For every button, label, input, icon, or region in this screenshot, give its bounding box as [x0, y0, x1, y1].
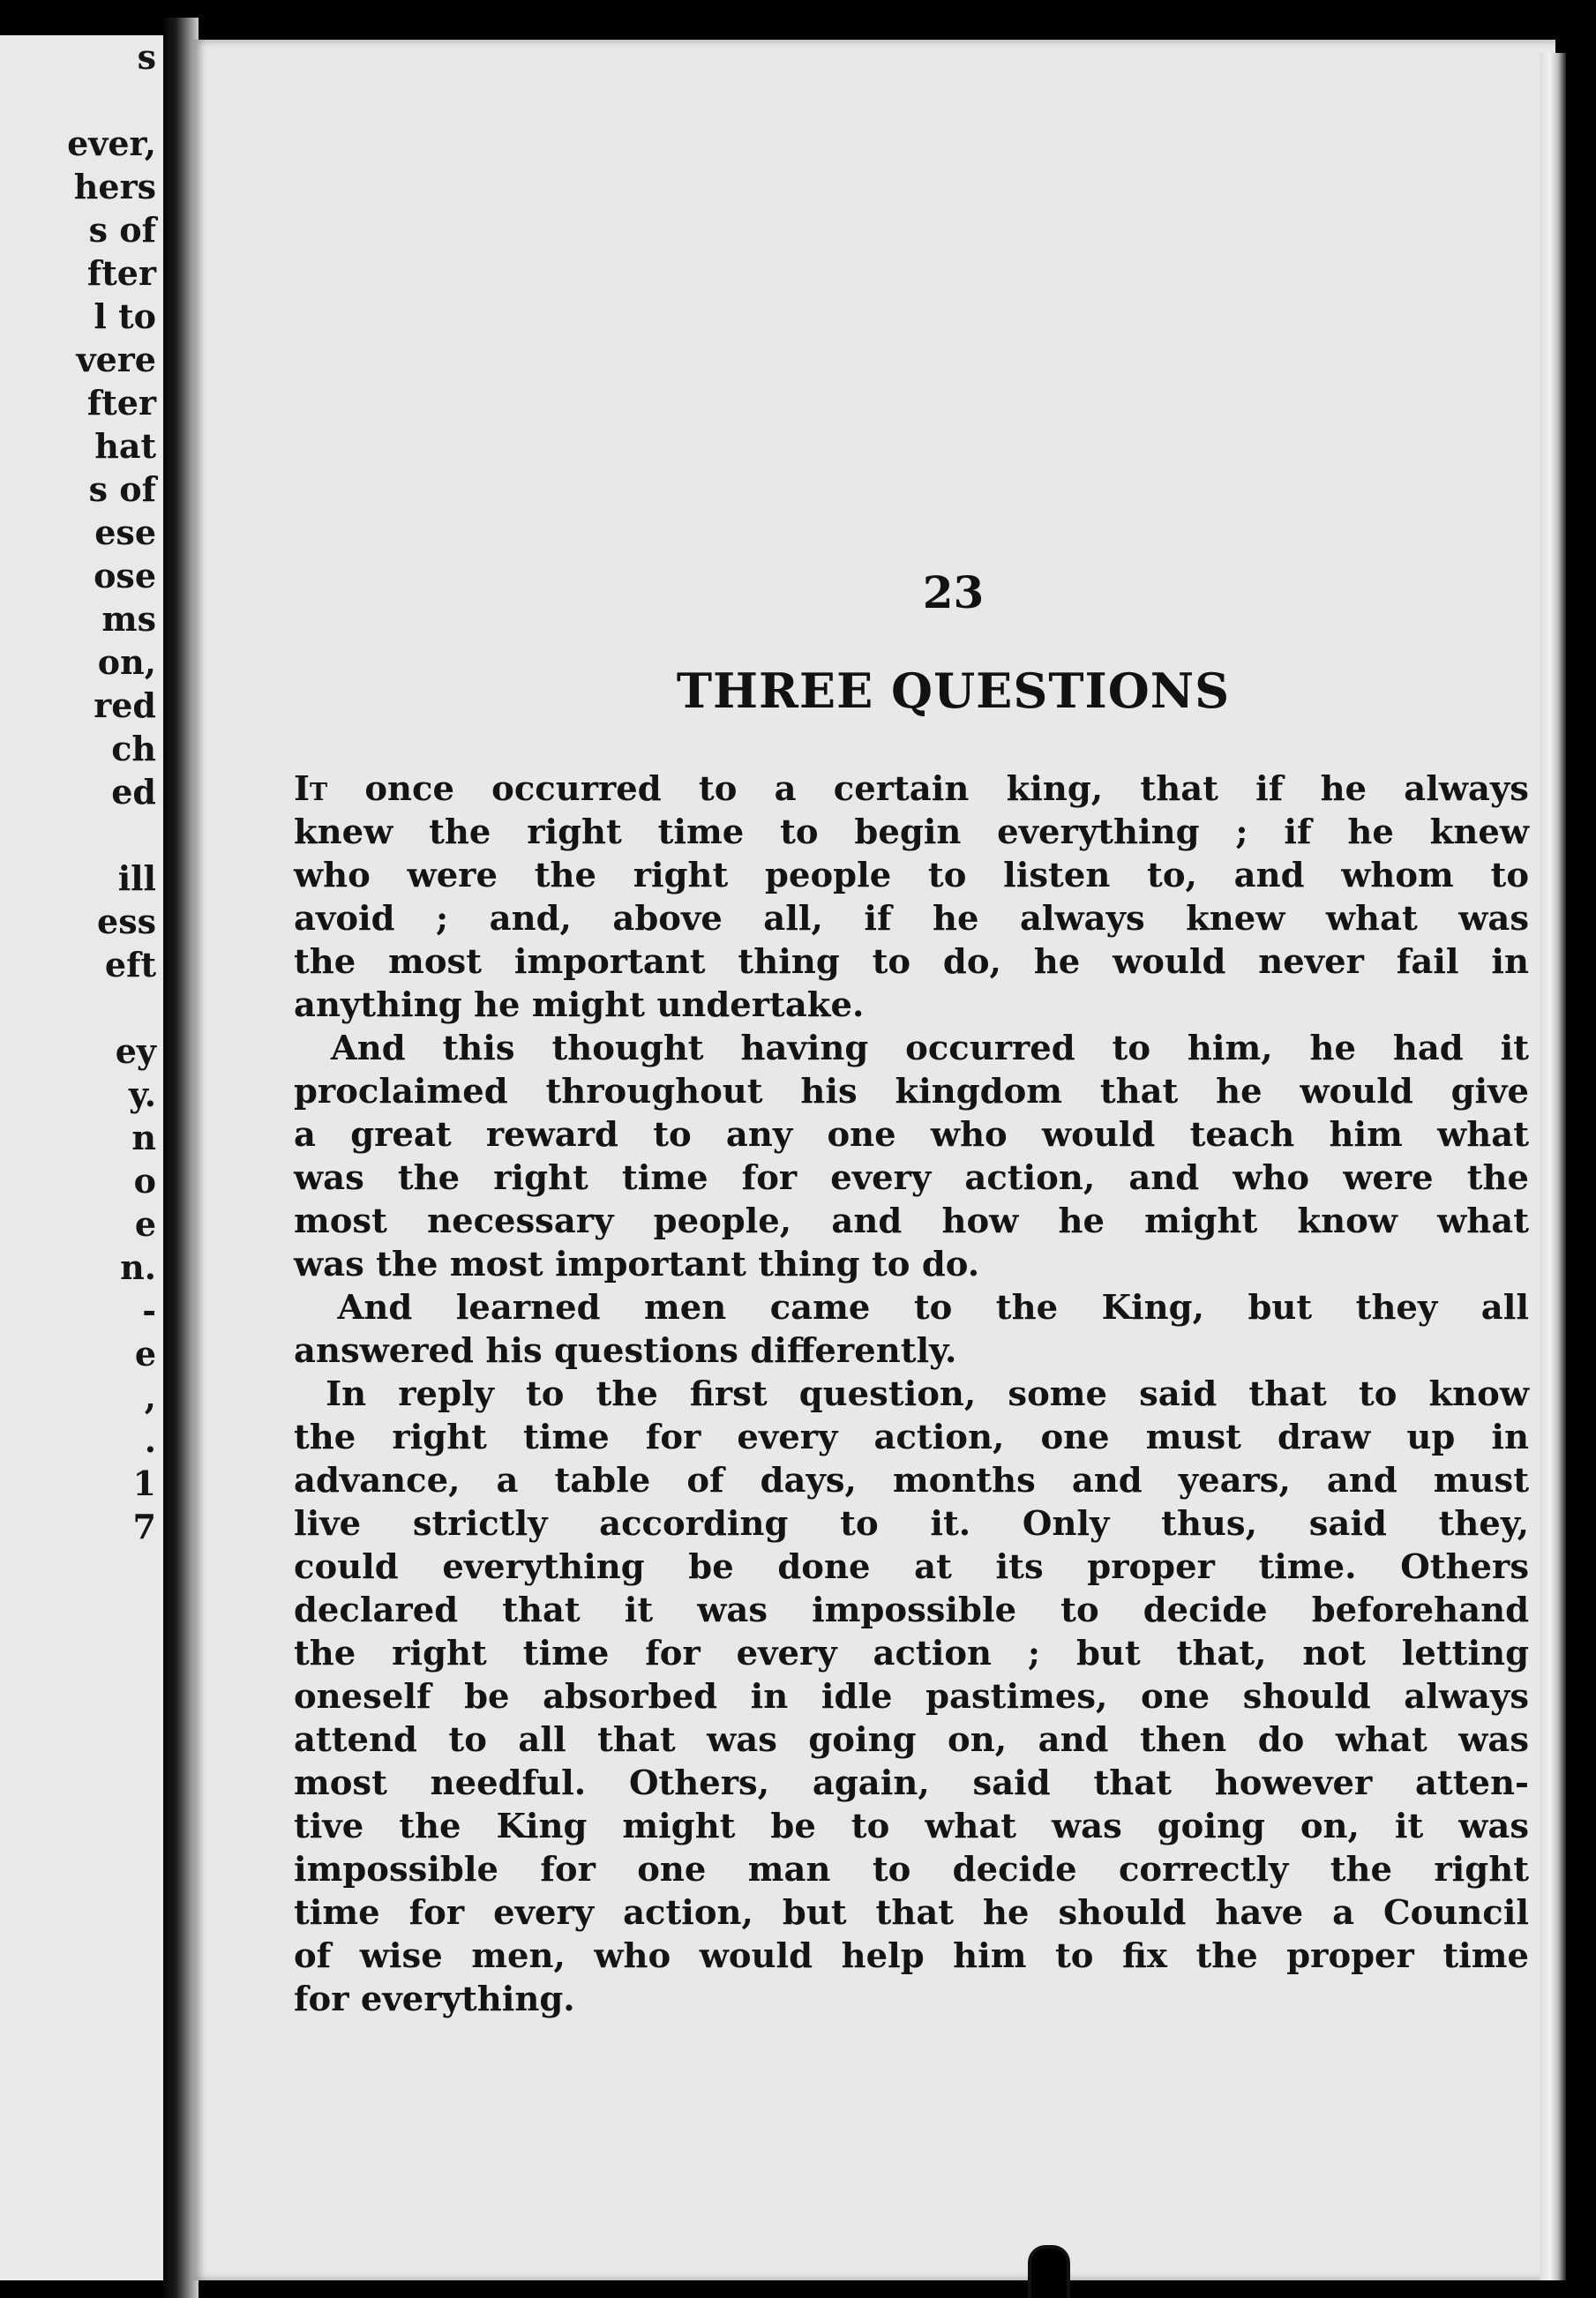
text-line-content: of wise men, who would help him to fix the proper time [294, 1936, 1529, 1976]
chapter-title: THREE QUESTIONS [676, 662, 1231, 719]
facing-page-line: e [134, 1334, 156, 1374]
text-line-content: most necessary people, and how he might know what [294, 1201, 1529, 1241]
text-line [294, 1027, 1529, 1070]
text-line-content: advance, a table of days, months and years, and must [294, 1461, 1529, 1501]
text-line-content: proclaimed throughout his kingdom that he would give [294, 1072, 1529, 1112]
facing-page-fragment [0, 35, 163, 2280]
text-line [294, 1805, 1529, 1848]
text-line-content: attend to all that was going on, and then do what was [294, 1720, 1529, 1760]
facing-page-line: s of [88, 210, 156, 250]
text-line-content: most needful. Others, again, said that however atten- [294, 1763, 1529, 1803]
facing-page-line: ever, [67, 124, 156, 163]
text-line [294, 1762, 1529, 1805]
text-line-content: live strictly according to it. Only thus, said they, [294, 1504, 1529, 1544]
facing-page-line: vere [76, 340, 156, 379]
facing-page-line: ese [94, 513, 156, 552]
text-line-content: a great reward to any one who would teach him what [294, 1115, 1529, 1155]
facing-page-line: e [134, 1204, 156, 1244]
text-line-content: could everything be done at its proper time. Others [294, 1547, 1529, 1587]
facing-page-line: eft [104, 945, 156, 984]
text-line [294, 1718, 1529, 1762]
page-number: 23 [922, 566, 985, 618]
clip-mark [1028, 2245, 1070, 2298]
facing-page-line: ch [111, 729, 156, 768]
text-line-content: And learned men came to the King, but they all [294, 1288, 1529, 1328]
text-line-content: was the most important thing to do. [294, 1245, 980, 1284]
text-line [294, 1286, 1529, 1329]
facing-page-line: 7 [132, 1507, 156, 1546]
text-line-content: was the right time for every action, and who were the [294, 1158, 1529, 1198]
book-page [192, 40, 1555, 2280]
facing-page-line: hers [73, 167, 156, 206]
text-line-content: the most important thing to do, he would never fail in [294, 942, 1529, 982]
text-line [294, 854, 1529, 897]
text-line [294, 940, 1529, 984]
facing-page-line: ess [97, 902, 156, 941]
text-line-content: who were the right people to listen to, and whom to [294, 856, 1529, 895]
page-edge [1540, 53, 1566, 2280]
facing-page-line: , [144, 1377, 156, 1417]
text-line [294, 1632, 1529, 1675]
text-line [294, 1848, 1529, 1891]
text-line [294, 1329, 1529, 1373]
facing-page-line: y. [129, 1074, 156, 1114]
facing-page-line: ed [111, 772, 156, 812]
text-line [294, 1589, 1529, 1632]
facing-page-line: - [142, 1291, 156, 1330]
facing-page-line: ms [101, 599, 156, 639]
drop-lead: It [294, 769, 328, 809]
text-line-content: oneself be absorbed in idle pastimes, one should always [294, 1677, 1529, 1717]
facing-page-line [0, 813, 156, 857]
text-line-content: the right time for every action ; but that, not letting [294, 1634, 1529, 1673]
text-line-content: tive the King might be to what was going on, it was [294, 1807, 1529, 1846]
text-line [294, 1675, 1529, 1718]
text-line-content: declared that it was impossible to decide beforehand [294, 1591, 1529, 1630]
text-line [294, 1978, 1529, 2021]
facing-page-line: fter [86, 383, 156, 423]
text-line [294, 1243, 1529, 1286]
facing-page-line: 1 [132, 1463, 156, 1503]
text-line [294, 811, 1529, 854]
text-line-content: avoid ; and, above all, if he always knew what was [294, 899, 1529, 939]
facing-page-line: ill [117, 858, 156, 898]
facing-page-line [0, 986, 156, 1029]
facing-page-line: ose [94, 556, 156, 595]
text-line [294, 1200, 1529, 1243]
text-line [294, 1459, 1529, 1502]
text-line-content: impossible for one man to decide correctly the right [294, 1850, 1529, 1890]
body-text [294, 767, 1529, 2021]
text-line [294, 1113, 1529, 1156]
text-line [294, 984, 1529, 1027]
facing-page-text [0, 35, 156, 1548]
text-line-content: time for every action, but that he should have a Council [294, 1893, 1529, 1933]
text-line-content: answered his questions differently. [294, 1331, 957, 1371]
text-line [294, 1070, 1529, 1113]
facing-page-line: n. [120, 1247, 156, 1287]
text-line-content: the right time for every action, one must draw up in [294, 1418, 1529, 1457]
text-line-content: knew the right time to begin everything ; if he knew [294, 812, 1529, 852]
text-line [294, 1416, 1529, 1459]
facing-page-line: on, [97, 642, 156, 682]
text-line [294, 1546, 1529, 1589]
text-line [294, 1935, 1529, 1978]
facing-page-line: s [137, 37, 156, 77]
facing-page-line: . [144, 1420, 156, 1460]
facing-page-line: l to [94, 296, 156, 336]
facing-page-line: hat [94, 426, 156, 466]
text-line-content: In reply to the first question, some said that to know [294, 1374, 1529, 1414]
text-line-content: anything he might undertake. [294, 985, 865, 1025]
facing-page-line: o [133, 1161, 156, 1201]
facing-page-line: fter [86, 253, 156, 293]
text-line [294, 767, 1529, 811]
facing-page-line: ey [115, 1031, 156, 1071]
facing-page-line: n [131, 1118, 156, 1157]
facing-page-line [0, 79, 156, 122]
text-line-content: And this thought having occurred to him, he had it [294, 1029, 1529, 1068]
text-line [294, 1156, 1529, 1200]
text-line [294, 897, 1529, 940]
text-line [294, 1891, 1529, 1935]
facing-page-line: red [94, 685, 156, 725]
text-line-content: for everything. [294, 1980, 575, 2019]
text-line [294, 1373, 1529, 1416]
facing-page-line: s of [88, 469, 156, 509]
text-line [294, 1502, 1529, 1546]
text-line-content: once occurred to a certain king, that if he always [327, 769, 1529, 809]
